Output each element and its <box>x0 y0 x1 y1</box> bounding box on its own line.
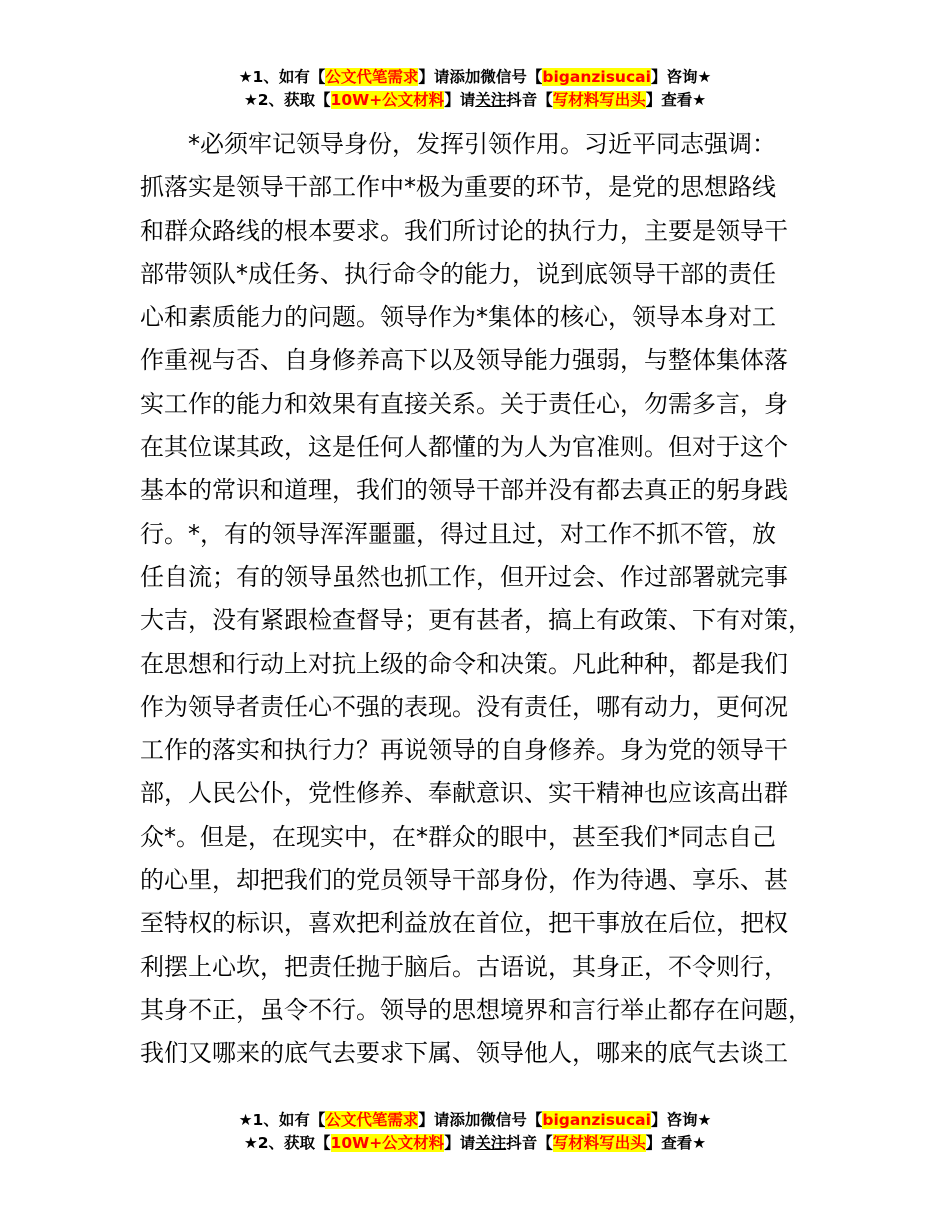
body-paragraph <box>140 123 830 1076</box>
body-line: 至特权的标识，喜欢把利益放在首位，把干事放在后位，把权 <box>140 909 788 938</box>
banner-text: 】查看★ <box>645 91 707 109</box>
banner-text: 】请 <box>444 91 476 109</box>
body-line: 作重视与否、自身修养高下以及领导能力强弱，与整体集体落 <box>140 346 788 375</box>
header-banner-line-1 <box>0 66 950 89</box>
banner-highlight-douyin-account: 写材料写出头 <box>552 91 646 109</box>
body-line: 基本的常识和道理，我们的领导干部并没有都去真正的躬身践 <box>140 476 788 505</box>
banner-text: ★2、获取【 <box>243 91 331 109</box>
banner-highlight-wechat-id: biganzisucai <box>542 1111 651 1129</box>
body-line: 我们又哪来的底气去要求下属、领导他人，哪来的底气去谈工 <box>140 1039 788 1068</box>
banner-text: ★1、如有【 <box>238 1111 326 1129</box>
footer-banner-line-1 <box>0 1109 950 1132</box>
banner-text: 】请 <box>444 1134 476 1152</box>
banner-highlight-service: 公文代笔需求 <box>325 1111 419 1129</box>
body-line: 实工作的能力和效果有直接关系。关于责任心，勿需多言，身 <box>140 389 788 418</box>
body-line: 心和素质能力的问题。领导作为*集体的核心，领导本身对工 <box>140 303 776 332</box>
body-line: 其身不正，虽令不行。领导的思想境界和言行举止都存在问题， <box>140 995 812 1024</box>
body-line: 大吉，没有紧跟检查督导；更有甚者，搞上有政策、下有对策， <box>140 606 812 635</box>
body-line: 在其位谋其政，这是任何人都懂的为人为官准则。但对于这个 <box>140 433 788 462</box>
body-line: *必须牢记领导身份，发挥引领作用。习近平同志强调： <box>140 130 776 158</box>
banner-text: 】请添加微信号【 <box>418 1111 543 1129</box>
body-line: 部带领队*成任务、执行命令的能力，说到底领导干部的责任 <box>140 259 776 288</box>
banner-text: 】查看★ <box>645 1134 707 1152</box>
banner-highlight-douyin-account: 写材料写出头 <box>552 1134 646 1152</box>
banner-text: ★1、如有【 <box>238 68 326 86</box>
body-line: 行。*，有的领导浑浑噩噩，得过且过，对工作不抓不管，放 <box>140 519 776 548</box>
footer-banner-line-2 <box>0 1132 950 1155</box>
banner-underline-follow: 关注 <box>475 1134 507 1152</box>
body-line: 利摆上心坎，把责任抛于脑后。古语说，其身正，不令则行， <box>140 952 788 981</box>
body-line: 众*。但是，在现实中，在*群众的眼中，甚至我们*同志自己 <box>140 822 776 851</box>
body-line: 部，人民公仆，党性修养、奉献意识、实干精神也应该高出群 <box>140 779 788 808</box>
banner-highlight-wechat-id: biganzisucai <box>542 68 651 86</box>
header-banner-line-2 <box>0 89 950 112</box>
body-line: 和群众路线的根本要求。我们所讨论的执行力，主要是领导干 <box>140 216 788 245</box>
banner-text: 】请添加微信号【 <box>418 68 543 86</box>
body-line: 工作的落实和执行力？再说领导的自身修养。身为党的领导干 <box>140 736 788 765</box>
banner-text: 抖音【 <box>506 1134 553 1152</box>
banner-text: ★2、获取【 <box>243 1134 331 1152</box>
body-line: 任自流；有的领导虽然也抓工作，但开过会、作过部署就完事 <box>140 562 788 591</box>
footer-banner <box>0 1109 950 1155</box>
banner-text: 抖音【 <box>506 91 553 109</box>
body-line: 的心里，却把我们的党员领导干部身份，作为待遇、享乐、甚 <box>140 866 788 895</box>
banner-text: 】咨询★ <box>650 1111 712 1129</box>
body-line: 在思想和行动上对抗上级的命令和决策。凡此种种，都是我们 <box>140 649 788 678</box>
header-banner <box>0 66 950 112</box>
banner-underline-follow: 关注 <box>475 91 507 109</box>
body-line: 抓落实是领导干部工作中*极为重要的环节，是党的思想路线 <box>140 173 776 202</box>
banner-highlight-materials: 10W+公文材料 <box>330 1134 445 1152</box>
banner-text: 】咨询★ <box>650 68 712 86</box>
body-line: 作为领导者责任心不强的表现。没有责任，哪有动力，更何况 <box>140 692 788 721</box>
banner-highlight-materials: 10W+公文材料 <box>330 91 445 109</box>
banner-highlight-service: 公文代笔需求 <box>325 68 419 86</box>
